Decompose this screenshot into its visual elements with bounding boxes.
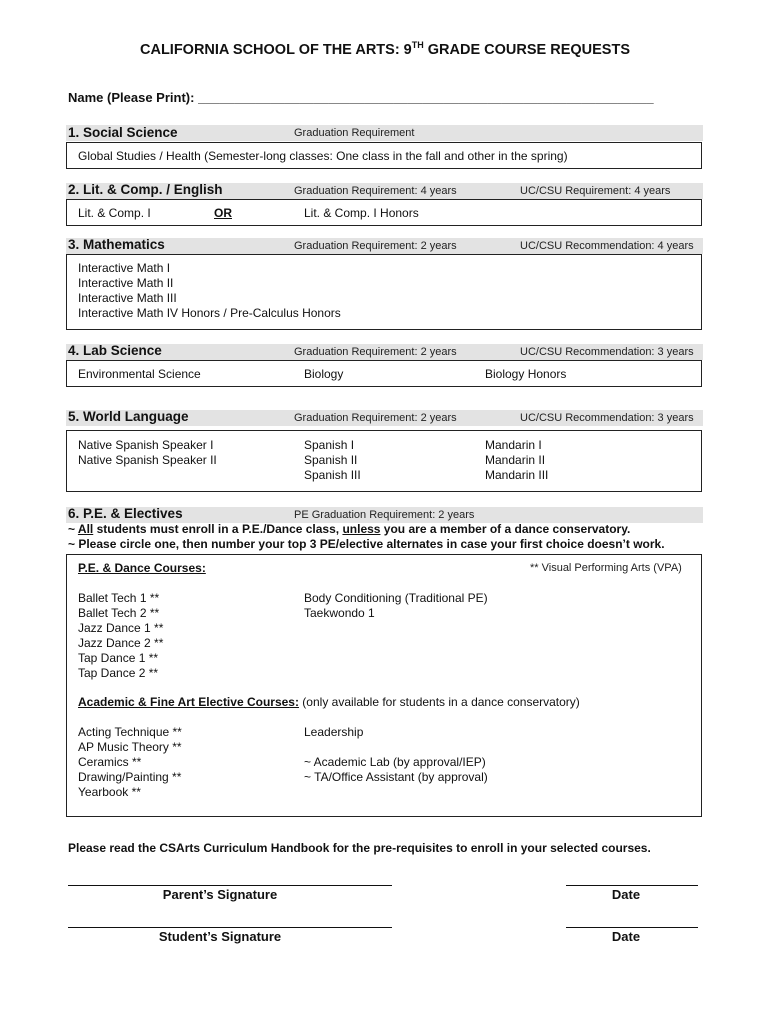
course-spanish-3[interactable]: Spanish III: [304, 468, 361, 482]
section-1-title: 1. Social Science: [68, 125, 178, 140]
course-body-conditioning[interactable]: Body Conditioning (Traditional PE): [304, 591, 488, 605]
course-lit-comp-1[interactable]: Lit. & Comp. I: [78, 206, 151, 220]
elective-heading: Academic & Fine Art Elective Courses:: [78, 695, 299, 709]
pe-col-other: [304, 591, 488, 621]
or-label: OR: [214, 206, 232, 220]
parent-signature-label: Parent’s Signature: [162, 887, 278, 902]
course-ballet-tech-2[interactable]: Ballet Tech 2 **: [78, 606, 160, 620]
student-date-line[interactable]: [566, 927, 698, 928]
section-4-uc-req: UC/CSU Recommendation: 3 years: [520, 346, 694, 358]
circle-note: ~ Please circle one, then number your top 3 PE/elective alternates in case your first choice doesn’t work.: [68, 537, 665, 551]
note-unless: unless: [342, 522, 381, 536]
section-5-box: [66, 430, 702, 492]
vpa-note: ** Visual Performing Arts (VPA): [530, 562, 682, 574]
course-biology-honors[interactable]: Biology Honors: [485, 367, 567, 381]
math-course-list: [78, 261, 341, 321]
section-3-grad-req: Graduation Requirement: 2 years: [294, 240, 457, 252]
section-6-grad-req: PE Graduation Requirement: 2 years: [294, 509, 475, 521]
section-2-title: 2. Lit. & Comp. / English: [68, 182, 223, 197]
section-6-box: [66, 554, 702, 817]
course-mandarin-1[interactable]: Mandarin I: [485, 438, 542, 452]
course-native-spanish-2[interactable]: Native Spanish Speaker II: [78, 453, 217, 467]
course-jazz-dance-2[interactable]: Jazz Dance 2 **: [78, 636, 164, 650]
course-interactive-math-4-precalc[interactable]: Interactive Math IV Honors / Pre-Calculus Honors: [78, 306, 341, 320]
note-middle: students must enroll in a P.E./Dance class,: [93, 522, 343, 536]
section-2-uc-req: UC/CSU Requirement: 4 years: [520, 185, 671, 197]
name-label: Name (Please Print):: [68, 90, 195, 105]
handbook-note: Please read the CSArts Curriculum Handbook for the pre-requisites to enroll in your selected courses.: [68, 841, 651, 855]
parent-signature-line[interactable]: [68, 885, 392, 886]
course-spanish-2[interactable]: Spanish II: [304, 453, 358, 467]
title-superscript: TH: [411, 40, 424, 50]
course-environmental-science[interactable]: Environmental Science: [78, 367, 201, 381]
course-ballet-tech-1[interactable]: Ballet Tech 1 **: [78, 591, 160, 605]
pe-dance-heading: P.E. & Dance Courses:: [78, 561, 206, 575]
elective-note: (only available for students in a dance conservatory): [298, 695, 580, 709]
pe-col-dance: [78, 591, 163, 681]
note-all: All: [77, 522, 94, 536]
section-3-title: 3. Mathematics: [68, 237, 165, 252]
course-mandarin-3[interactable]: Mandarin III: [485, 468, 549, 482]
course-native-spanish-1[interactable]: Native Spanish Speaker I: [78, 438, 214, 452]
course-yearbook[interactable]: Yearbook **: [78, 785, 141, 799]
course-ta-office-assistant[interactable]: ~ TA/Office Assistant (by approval): [304, 770, 488, 784]
course-interactive-math-3[interactable]: Interactive Math III: [78, 291, 177, 305]
language-col-mandarin: [485, 438, 548, 483]
title-main: CALIFORNIA SCHOOL OF THE ARTS: 9: [140, 41, 412, 58]
course-ap-music-theory[interactable]: AP Music Theory **: [78, 740, 182, 754]
course-spanish-1[interactable]: Spanish I: [304, 438, 355, 452]
course-ceramics[interactable]: Ceramics **: [78, 755, 142, 769]
section-5-grad-req: Graduation Requirement: 2 years: [294, 412, 457, 424]
page-title: [0, 40, 770, 58]
course-global-studies[interactable]: Global Studies / Health (Semester-long classes: One class in the fall and other in the spring): [78, 149, 568, 163]
section-2-box: [66, 199, 702, 226]
course-interactive-math-1[interactable]: Interactive Math I: [78, 261, 171, 275]
language-col-native: [78, 438, 217, 468]
course-lit-comp-1-honors[interactable]: Lit. & Comp. I Honors: [304, 206, 419, 220]
section-6-title: 6. P.E. & Electives: [68, 506, 183, 521]
title-end: GRADE COURSE REQUESTS: [423, 41, 630, 58]
course-interactive-math-2[interactable]: Interactive Math II: [78, 276, 174, 290]
elective-col-arts: [78, 725, 182, 800]
course-drawing-painting[interactable]: Drawing/Painting **: [78, 770, 182, 784]
course-tap-dance-2[interactable]: Tap Dance 2 **: [78, 666, 159, 680]
course-tap-dance-1[interactable]: Tap Dance 1 **: [78, 651, 159, 665]
parent-date-line[interactable]: [566, 885, 698, 886]
elective-heading-line: [78, 695, 580, 710]
section-2-grad-req: Graduation Requirement: 4 years: [294, 185, 457, 197]
spacer: [304, 740, 488, 755]
course-biology[interactable]: Biology: [304, 367, 344, 381]
section-5-uc-req: UC/CSU Recommendation: 3 years: [520, 412, 694, 424]
course-mandarin-2[interactable]: Mandarin II: [485, 453, 546, 467]
course-acting-technique[interactable]: Acting Technique **: [78, 725, 182, 739]
course-jazz-dance-1[interactable]: Jazz Dance 1 **: [78, 621, 164, 635]
section-4-box: [66, 360, 702, 387]
course-leadership[interactable]: Leadership: [304, 725, 364, 739]
section-5-title: 5. World Language: [68, 409, 189, 424]
student-signature-line[interactable]: [68, 927, 392, 928]
parent-date-label: Date: [611, 887, 641, 902]
student-signature-label: Student’s Signature: [158, 929, 282, 944]
language-col-spanish: [304, 438, 361, 483]
course-taekwondo-1[interactable]: Taekwondo 1: [304, 606, 375, 620]
section-1-grad-req: Graduation Requirement: [294, 127, 415, 139]
pe-enroll-note: [68, 522, 630, 537]
section-4-grad-req: Graduation Requirement: 2 years: [294, 346, 457, 358]
name-field[interactable]: [68, 90, 654, 105]
name-blank[interactable]: _______________________________________________________________: [198, 90, 654, 105]
student-date-label: Date: [611, 929, 641, 944]
note-prefix: ~: [68, 522, 78, 536]
course-academic-lab[interactable]: ~ Academic Lab (by approval/IEP): [304, 755, 486, 769]
section-4-title: 4. Lab Science: [68, 343, 162, 358]
note-end: you are a member of a dance conservatory.: [380, 522, 631, 536]
section-3-box: [66, 254, 702, 330]
section-3-uc-req: UC/CSU Recommendation: 4 years: [520, 240, 694, 252]
elective-col-other: [304, 725, 488, 785]
section-1-box: [66, 142, 702, 169]
